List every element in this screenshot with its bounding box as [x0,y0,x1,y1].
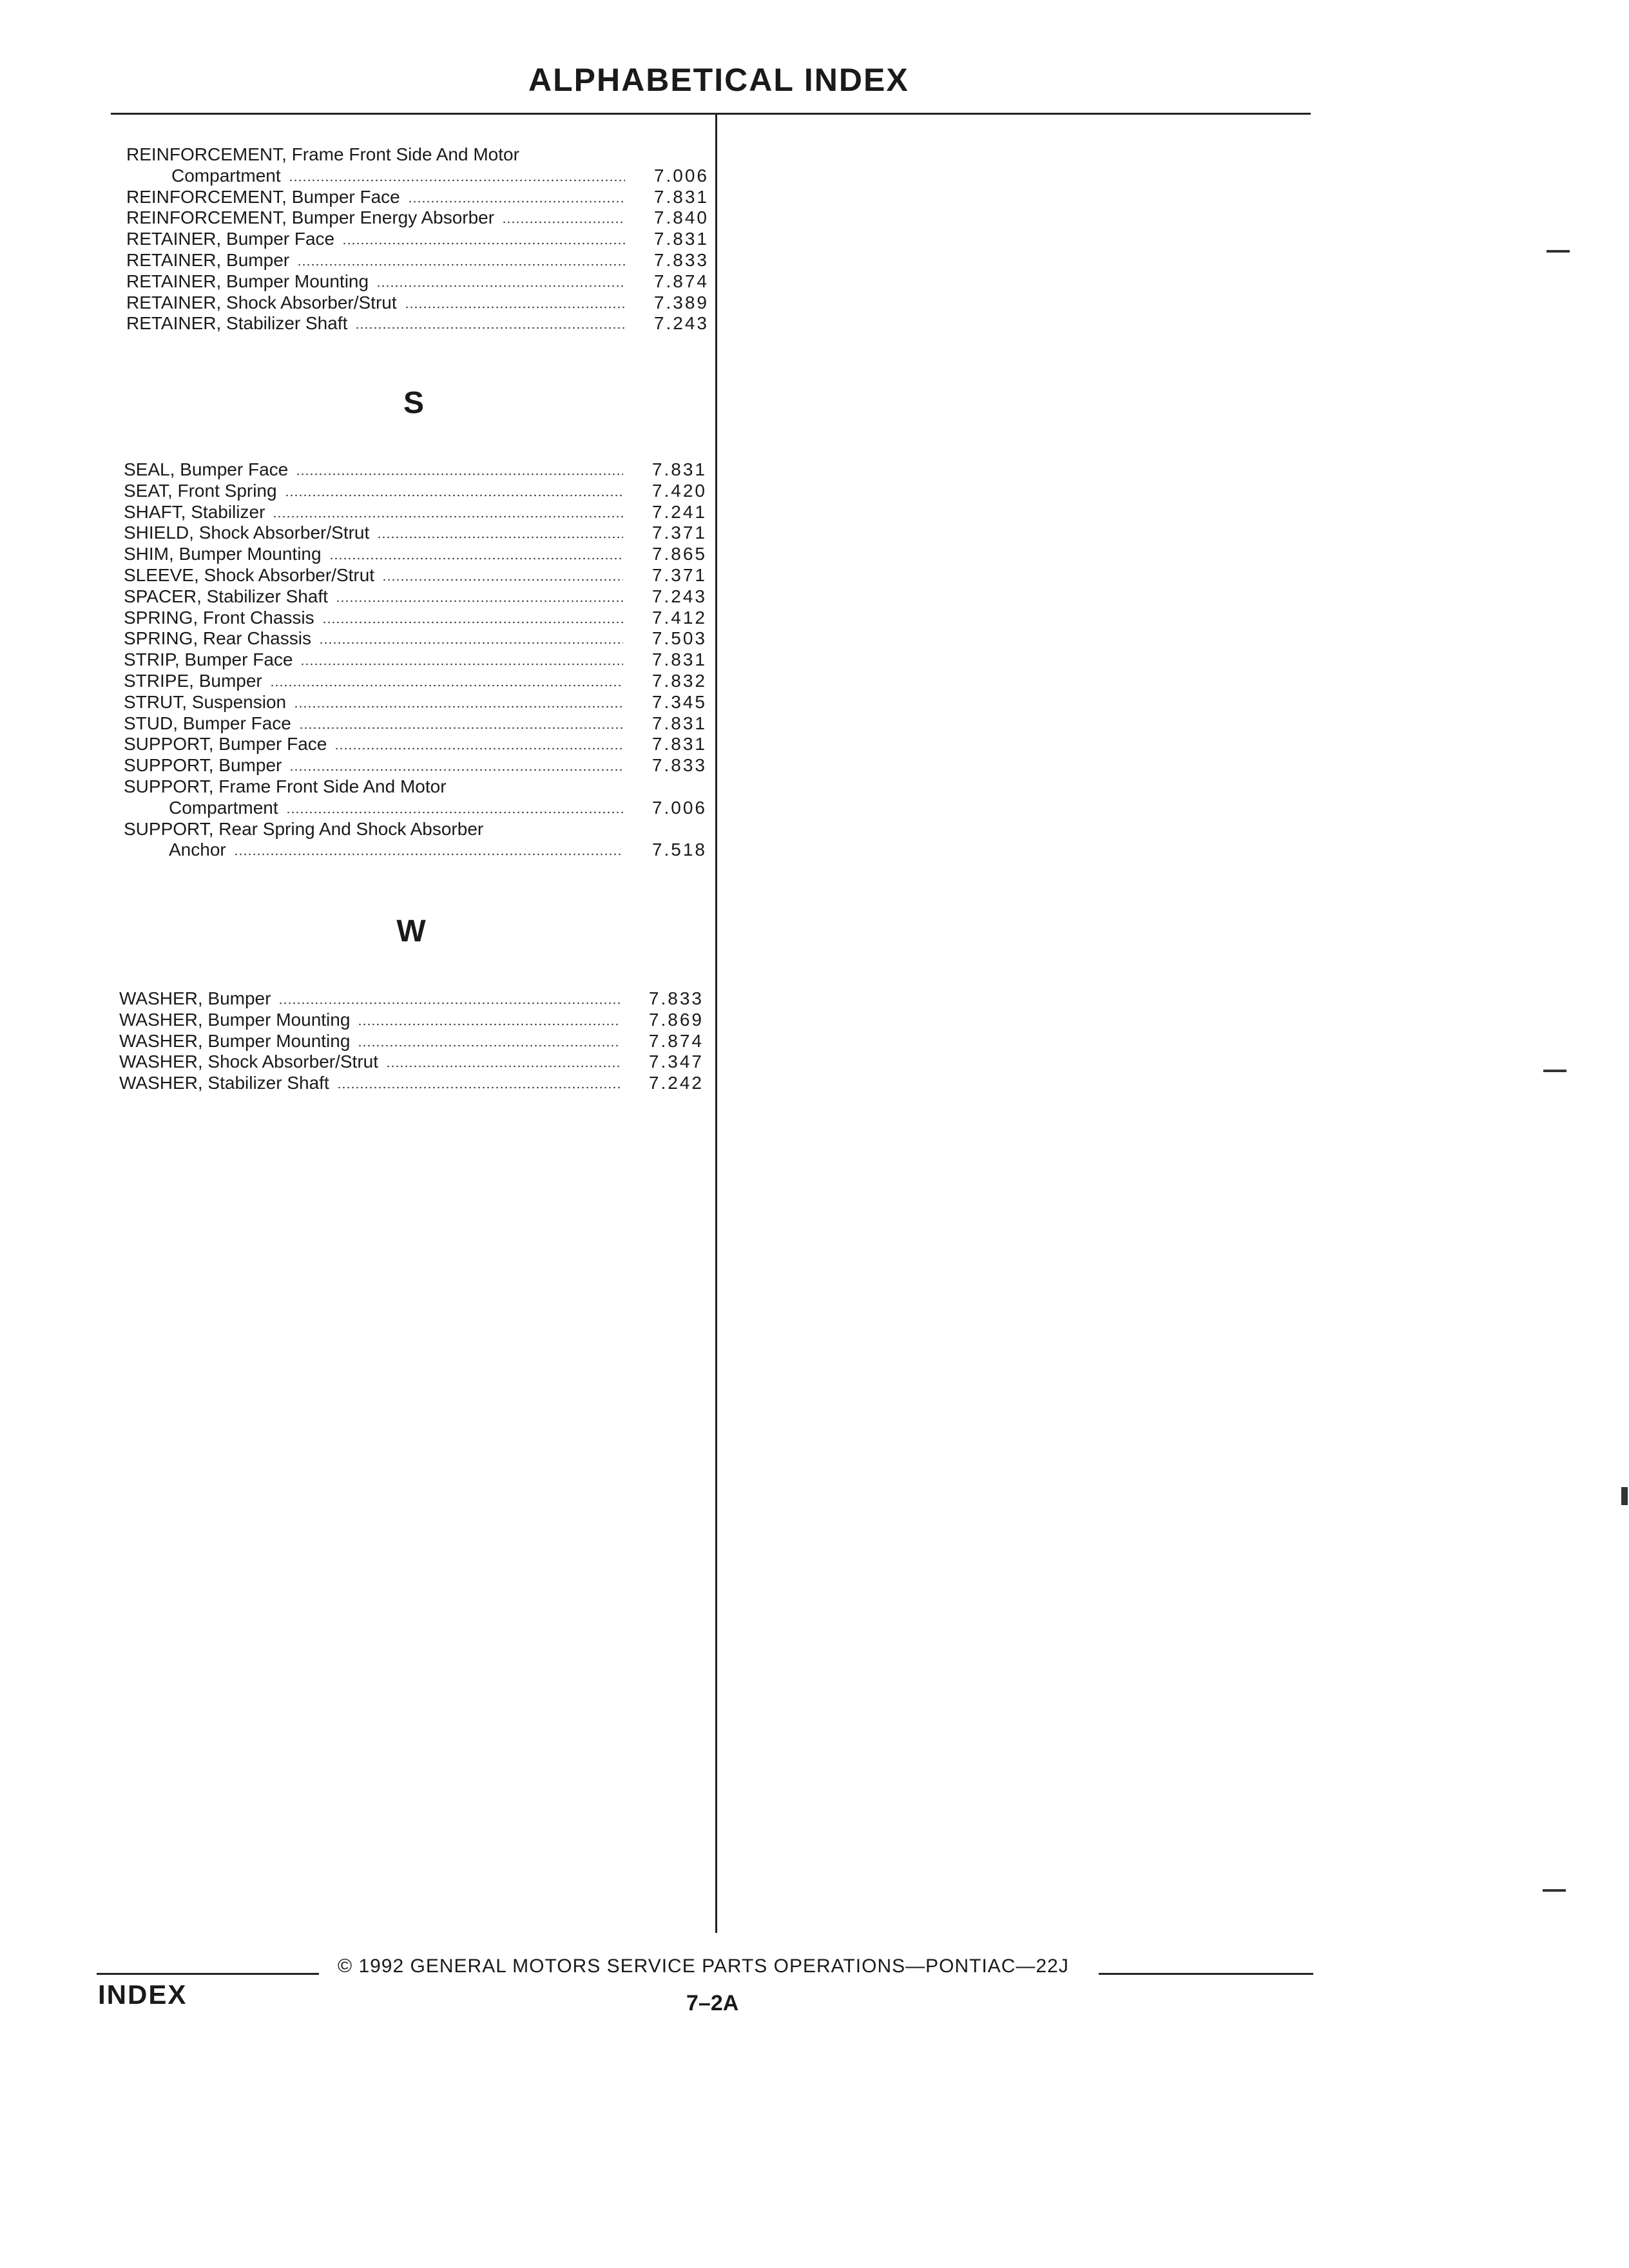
index-entry [124,819,707,840]
index-entry [119,1031,704,1052]
dot-leader [386,1065,620,1068]
entry-name: REINFORCEMENT, Bumper Energy Absorber [126,207,495,228]
dot-leader [273,515,623,518]
index-entry [119,1052,704,1073]
index-entry [124,586,707,608]
index-section-s [124,459,707,861]
entry-name: STRIPE, Bumper [124,670,262,691]
index-entry [124,671,707,692]
dot-leader [329,557,623,560]
dot-leader [299,727,623,729]
index-entry [124,734,707,755]
entry-name: WASHER, Shock Absorber/Strut [119,1052,378,1072]
entry-name: SUPPORT, Rear Spring And Shock Absorber [124,818,484,839]
dot-leader [376,285,625,287]
entry-page-ref: 7.831 [651,649,707,670]
dot-leader [405,306,625,309]
entry-name: Compartment [169,797,278,818]
entry-name: RETAINER, Bumper Mounting [126,271,369,291]
dot-leader [278,1002,620,1004]
entry-page-ref: 7.831 [651,459,707,479]
dot-leader [289,179,625,182]
entry-name: Compartment [171,165,281,186]
index-entry [124,523,707,544]
dot-leader [322,621,623,624]
index-entry [124,544,707,565]
page-title: ALPHABETICAL INDEX [528,62,909,98]
index-entry [119,1073,704,1094]
entry-page-ref: 7.831 [651,734,707,754]
index-entry [124,502,707,523]
entry-name: SUPPORT, Bumper [124,755,282,776]
index-section-w [119,988,704,1094]
section-heading-w: W [396,914,426,948]
dot-leader [294,706,623,708]
dot-leader [342,242,625,245]
entry-name: SPRING, Front Chassis [124,607,314,628]
entry-name: WASHER, Stabilizer Shaft [119,1073,329,1093]
entry-name: SLEEVE, Shock Absorber/Strut [124,564,375,585]
entry-page-ref: 7.869 [648,1009,704,1030]
entry-page-ref: 7.833 [648,988,704,1008]
margin-mark [1621,1487,1628,1505]
index-entry [119,1010,704,1031]
entry-page-ref: 7.831 [653,229,709,249]
index-entry [124,755,707,776]
dot-leader [358,1023,620,1026]
entry-page-ref: 7.006 [651,797,707,818]
entry-name: WASHER, Bumper Mounting [119,1009,351,1030]
index-entry [126,313,709,334]
index-entry [124,608,707,629]
entry-page-ref: 7.831 [653,186,709,207]
footer-rule-left [97,1973,319,1975]
dot-leader [286,811,623,814]
footer-rule-right [1099,1973,1313,1975]
entry-name: STRUT, Suspension [124,691,287,712]
entry-name: Anchor [169,840,226,860]
index-entry [124,481,707,502]
entry-page-ref: 7.833 [653,249,709,270]
entry-name: RETAINER, Bumper Face [126,229,335,249]
index-entry [124,565,707,586]
section-heading-s: S [403,386,424,420]
index-entry [126,166,709,187]
entry-page-ref: 7.242 [648,1073,704,1093]
index-entry [124,628,707,649]
copyright-notice: © 1992 GENERAL MOTORS SERVICE PARTS OPERATIONS—PONTIAC—22J [338,1956,1069,1977]
index-entry [119,988,704,1010]
index-entry [124,649,707,671]
index-entry [124,798,707,819]
entry-name: REINFORCEMENT, Frame Front Side And Motor [126,144,519,164]
entry-name: SUPPORT, Bumper Face [124,734,327,754]
entry-name: SEAT, Front Spring [124,480,277,501]
entry-name: RETAINER, Shock Absorber/Strut [126,292,397,312]
entry-page-ref: 7.371 [651,564,707,585]
entry-name: SHAFT, Stabilizer [124,501,265,522]
index-entry [126,207,709,229]
entry-page-ref: 7.241 [651,501,707,522]
entry-name: STRIP, Bumper Face [124,649,293,670]
dot-leader [234,853,623,856]
entry-page-ref: 7.874 [653,271,709,291]
entry-page-ref: 7.831 [651,713,707,733]
entry-name: WASHER, Bumper [119,988,271,1008]
dot-leader [355,327,625,329]
entry-name: SPRING, Rear Chassis [124,628,311,649]
page-number: 7–2A [686,1991,739,2015]
entry-page-ref: 7.389 [653,292,709,312]
entry-page-ref: 7.345 [651,691,707,712]
dot-leader [285,494,623,497]
dot-leader [377,536,623,539]
entry-name: WASHER, Bumper Mounting [119,1030,351,1051]
entry-page-ref: 7.243 [653,313,709,334]
index-entry [124,840,707,861]
dot-leader [334,747,623,750]
column-divider [715,115,717,1933]
entry-name: RETAINER, Bumper [126,249,290,270]
index-entry [126,250,709,271]
margin-mark [1543,1889,1566,1892]
index-section-r [126,144,709,334]
dot-leader [296,473,623,476]
entry-page-ref: 7.371 [651,523,707,543]
entry-page-ref: 7.243 [651,586,707,606]
entry-name: SHIM, Bumper Mounting [124,544,322,564]
index-entry [126,271,709,293]
entry-page-ref: 7.412 [651,607,707,628]
dot-leader [270,684,623,687]
entry-page-ref: 7.503 [651,628,707,649]
dot-leader [337,1086,620,1089]
entry-page-ref: 7.832 [651,670,707,691]
dot-leader [297,264,625,266]
entry-name: SHIELD, Shock Absorber/Strut [124,523,370,543]
entry-page-ref: 7.833 [651,755,707,776]
entry-page-ref: 7.420 [651,480,707,501]
section-label: INDEX [98,1979,188,2010]
entry-page-ref: 7.006 [653,165,709,186]
dot-leader [289,769,623,771]
dot-leader [336,600,623,602]
index-entry [126,229,709,250]
dot-leader [319,642,623,644]
entry-name: SUPPORT, Frame Front Side And Motor [124,776,447,796]
header-rule [111,113,1311,115]
dot-leader [300,663,623,666]
index-entry [124,713,707,735]
entry-page-ref: 7.347 [648,1052,704,1072]
entry-name: SPACER, Stabilizer Shaft [124,586,328,606]
index-entry [126,187,709,208]
entry-page-ref: 7.518 [651,840,707,860]
index-entry [126,144,709,166]
margin-mark [1547,250,1570,253]
index-entry [124,776,707,798]
entry-page-ref: 7.874 [648,1030,704,1051]
entry-name: STUD, Bumper Face [124,713,291,733]
dot-leader [502,221,625,224]
dot-leader [408,200,625,203]
index-entry [124,692,707,713]
entry-name: RETAINER, Stabilizer Shaft [126,313,348,334]
index-entry [124,459,707,481]
margin-mark [1543,1070,1566,1072]
dot-leader [382,579,623,581]
entry-page-ref: 7.865 [651,544,707,564]
entry-name: REINFORCEMENT, Bumper Face [126,186,400,207]
entry-name: SEAL, Bumper Face [124,459,289,479]
dot-leader [358,1044,620,1047]
index-entry [126,293,709,314]
entry-page-ref: 7.840 [653,207,709,228]
